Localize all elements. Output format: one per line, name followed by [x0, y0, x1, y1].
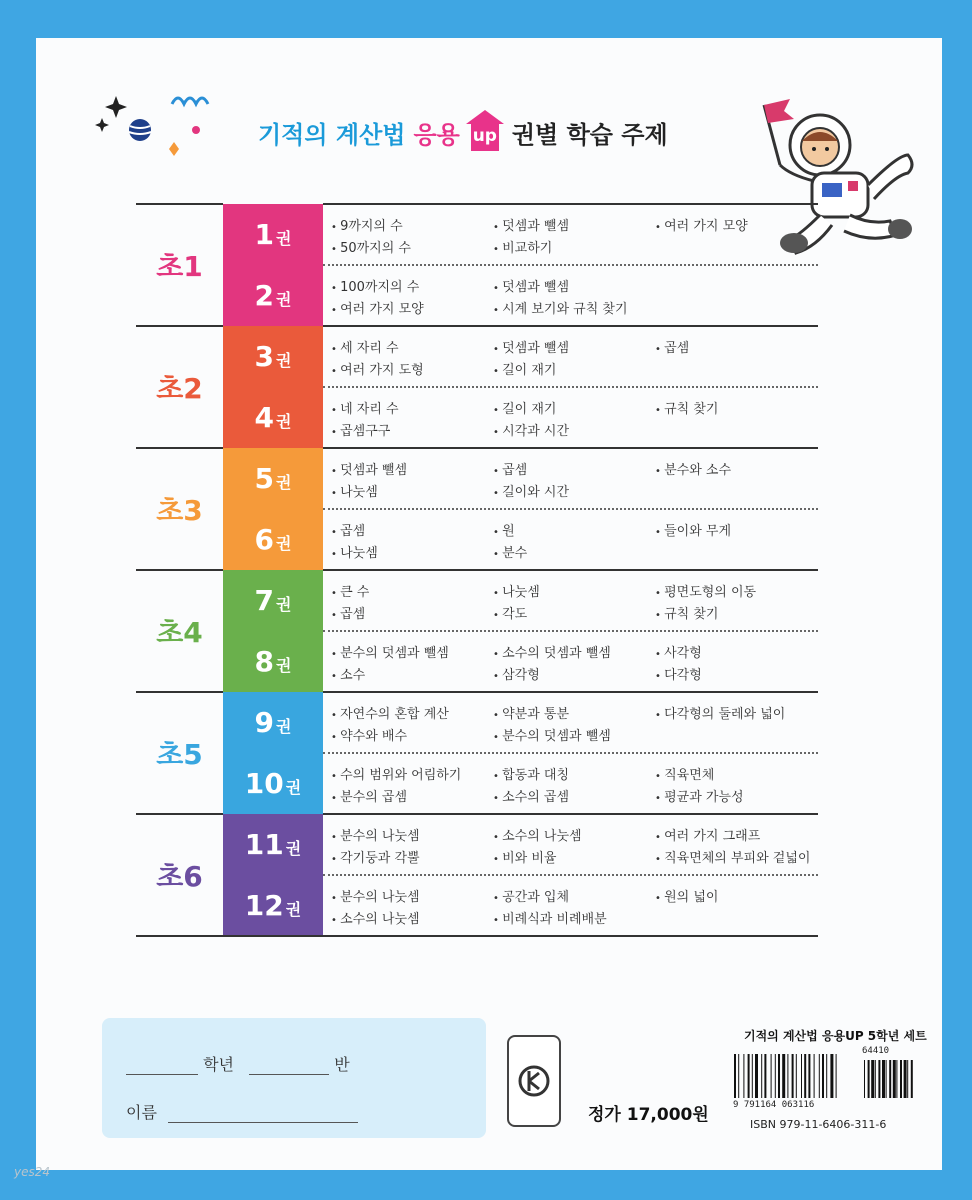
barcode-addon-bar	[893, 1060, 896, 1098]
grade-label: 학년	[203, 1055, 235, 1074]
volume-badge	[223, 326, 323, 387]
topic-cell	[323, 326, 818, 387]
grade-label: 초5	[136, 692, 223, 814]
topic-list	[323, 880, 818, 931]
barcode-bar	[830, 1054, 833, 1098]
volume-number: 8	[254, 645, 274, 678]
topic-item: • 평균과 가능성	[655, 786, 820, 805]
volume-badge	[223, 387, 323, 448]
barcode-addon-bar	[907, 1060, 908, 1098]
volume-number: 10	[244, 767, 284, 800]
topic-list	[323, 819, 818, 870]
volume-suffix: 권	[276, 290, 292, 309]
barcode-addon-bar	[911, 1060, 913, 1098]
volume-topics-table	[136, 203, 818, 937]
volume-row	[136, 875, 818, 936]
barcode-addon-bar	[886, 1060, 887, 1098]
volume-number: 11	[244, 828, 284, 861]
volume-badge	[223, 875, 323, 936]
volume-number: 1	[254, 218, 274, 251]
volume-number: 12	[244, 888, 284, 922]
class-blank[interactable]	[249, 1058, 329, 1075]
topic-item: • 소수의 나눗셈	[493, 825, 655, 844]
topic-item: • 들이와 무게	[655, 520, 820, 539]
barcode-bar	[804, 1054, 806, 1098]
volume-badge	[223, 692, 323, 753]
grade-class-line	[126, 1052, 350, 1075]
topic-list	[323, 636, 818, 687]
barcode-bar	[743, 1054, 744, 1098]
barcode-bar	[752, 1054, 753, 1098]
volume-row	[136, 814, 818, 875]
volume-suffix: 권	[276, 595, 292, 614]
grade-label: 초2	[136, 326, 223, 448]
barcode-addon-bar	[868, 1060, 870, 1098]
topic-item: • 규칙 찾기	[655, 398, 820, 417]
topic-cell	[323, 204, 818, 265]
volume-row	[136, 265, 818, 326]
volume-suffix: 권	[276, 412, 292, 431]
barcode-addon-bar	[889, 1060, 891, 1098]
volume-suffix: 권	[285, 839, 302, 858]
topic-item: • 여러 가지 모양	[331, 298, 493, 317]
topic-item: • 각도	[493, 603, 655, 622]
volume-badge	[223, 814, 323, 875]
volume-badge	[223, 753, 323, 814]
volume-number: 5	[254, 462, 274, 495]
topic-list	[323, 758, 818, 809]
topic-item: • 공간과 입체	[493, 886, 655, 905]
topic-item: • 분수와 소수	[655, 459, 820, 478]
topic-item: • 약수와 배수	[331, 725, 493, 744]
barcode-book-title: 기적의 계산법 응용UP 5학년 세트	[744, 1029, 927, 1043]
volume-badge	[223, 509, 323, 570]
volume-suffix: 권	[276, 656, 292, 675]
topic-item: • 원	[493, 520, 655, 539]
volume-row	[136, 448, 818, 509]
grade-label: 초6	[136, 814, 223, 936]
volume-suffix: 권	[276, 351, 292, 370]
barcode-bar	[764, 1054, 766, 1098]
topic-item: • 여러 가지 도형	[331, 359, 493, 378]
barcode-bar	[775, 1054, 776, 1098]
topic-cell	[323, 875, 818, 936]
volume-number: 9	[254, 706, 274, 739]
barcode-bar	[808, 1054, 810, 1098]
barcode-addon-bar	[900, 1060, 902, 1098]
barcode-addon-bar	[896, 1060, 897, 1098]
volume-number: 2	[254, 279, 274, 312]
volume-badge	[223, 265, 323, 326]
topic-item: • 덧셈과 뺄셈	[493, 337, 655, 356]
topic-item: • 약분과 통분	[493, 703, 655, 722]
volume-suffix: 권	[276, 717, 292, 736]
topic-item: • 분수의 덧셈과 뺄셈	[331, 642, 493, 661]
kc-certification-icon	[507, 1035, 561, 1127]
barcode-bar	[826, 1054, 827, 1098]
topic-item: • 평면도형의 이동	[655, 581, 820, 600]
topic-item: • 곱셈	[493, 459, 655, 478]
isbn-barcode-digits: 9 791164 063116	[733, 1100, 815, 1110]
student-info-box	[102, 1018, 486, 1138]
barcode-addon-bar	[875, 1060, 876, 1098]
topic-item: • 비교하기	[493, 237, 655, 256]
topic-item: • 삼각형	[493, 664, 655, 683]
volume-badge	[223, 631, 323, 692]
barcode-bar	[778, 1054, 780, 1098]
volume-number: 3	[254, 340, 274, 373]
barcode-bar	[822, 1054, 824, 1098]
title-part1: 기적의 계산법	[258, 120, 406, 149]
up-arrow-icon	[466, 110, 504, 124]
topic-item: • 곱셈구구	[331, 420, 493, 439]
grade-label: 초4	[136, 570, 223, 692]
topic-item: • 곱셈	[331, 520, 493, 539]
topic-item: • 50까지의 수	[331, 237, 493, 256]
barcode-addon-bar	[871, 1060, 874, 1098]
up-badge	[466, 110, 504, 154]
barcode-bar	[738, 1054, 739, 1098]
topic-item: • 네 자리 수	[331, 398, 493, 417]
topic-item: • 소수의 나눗셈	[331, 908, 493, 927]
watermark: yes24	[14, 1165, 51, 1179]
volume-row	[136, 753, 818, 814]
title-part2: 응용	[413, 120, 460, 149]
topic-list	[323, 331, 818, 382]
topic-item: • 세 자리 수	[331, 337, 493, 356]
barcode-bar	[819, 1054, 820, 1098]
topic-item: • 분수의 곱셈	[331, 786, 493, 805]
topic-cell	[323, 631, 818, 692]
topic-item: • 소수의 덧셈과 뺄셈	[493, 642, 655, 661]
topic-item: • 원의 넓이	[655, 886, 820, 905]
topic-item: • 비와 비율	[493, 847, 655, 866]
barcode-bar	[792, 1054, 794, 1098]
volume-row	[136, 326, 818, 387]
barcode-bar	[836, 1054, 837, 1098]
topic-item: • 여러 가지 모양	[655, 215, 820, 234]
barcode-bar	[787, 1054, 788, 1098]
name-blank[interactable]	[168, 1106, 358, 1123]
topic-item: • 덧셈과 뺄셈	[331, 459, 493, 478]
grade-label: 초3	[136, 448, 223, 570]
topic-cell	[323, 814, 818, 875]
barcode-bar	[782, 1054, 785, 1098]
volume-row	[136, 570, 818, 631]
topic-item: • 덧셈과 뺄셈	[493, 215, 655, 234]
barcode-bar	[761, 1054, 762, 1098]
topic-item: • 길이 재기	[493, 359, 655, 378]
space-decoration-icon	[94, 82, 214, 162]
topic-item: • 시계 보기와 규칙 찾기	[493, 298, 655, 317]
topic-cell	[323, 509, 818, 570]
volume-suffix: 권	[285, 899, 302, 919]
volume-row	[136, 387, 818, 448]
topic-item: • 직육면체	[655, 764, 820, 783]
topic-item: • 덧셈과 뺄셈	[493, 276, 655, 295]
barcode-bar	[748, 1054, 750, 1098]
topic-list	[323, 575, 818, 626]
topic-item: • 곱셈	[331, 603, 493, 622]
name-label: 이름	[126, 1103, 157, 1122]
topic-item: • 나눗셈	[493, 581, 655, 600]
barcode-bar	[771, 1054, 772, 1098]
price-label: 정가 17,000원	[588, 1105, 709, 1125]
class-label: 반	[334, 1055, 350, 1074]
topic-item: • 길이와 시간	[493, 481, 655, 500]
volume-number: 4	[254, 401, 274, 434]
topic-item: • 나눗셈	[331, 542, 493, 561]
topic-list	[323, 453, 818, 504]
barcode-addon-bar	[882, 1060, 885, 1098]
topic-cell	[323, 387, 818, 448]
volume-number: 7	[254, 584, 274, 617]
barcode-bar	[755, 1054, 758, 1098]
topic-item: • 분수	[493, 542, 655, 561]
topic-cell	[323, 570, 818, 631]
topic-list	[323, 514, 818, 565]
grade-label: 초1	[136, 204, 223, 326]
volume-suffix: 권	[276, 534, 292, 553]
topic-item: • 분수의 나눗셈	[331, 825, 493, 844]
barcode-bar	[801, 1054, 802, 1098]
topic-item: • 나눗셈	[331, 481, 493, 500]
topic-list	[323, 209, 818, 260]
topic-item: • 분수의 덧셈과 뺄셈	[493, 725, 655, 744]
topic-item: • 소수	[331, 664, 493, 683]
topic-item: • 다각형의 둘레와 넓이	[655, 703, 820, 722]
topic-item: • 9까지의 수	[331, 215, 493, 234]
topic-item: • 비례식과 비례배분	[493, 908, 655, 927]
topic-item: • 길이 재기	[493, 398, 655, 417]
topic-item: • 100까지의 수	[331, 276, 493, 295]
topic-item: • 곱셈	[655, 337, 820, 356]
name-line	[126, 1100, 358, 1123]
volume-badge	[223, 570, 323, 631]
isbn-addon-code: 64410	[862, 1046, 890, 1056]
barcode-bar	[814, 1054, 815, 1098]
volume-number: 6	[254, 523, 274, 556]
volume-row	[136, 692, 818, 753]
barcode-addon-bar	[878, 1060, 880, 1098]
topic-list	[323, 270, 818, 321]
topic-item: • 사각형	[655, 642, 820, 661]
topic-list	[323, 392, 818, 443]
grade-blank[interactable]	[126, 1058, 198, 1075]
volume-row	[136, 204, 818, 265]
volume-row	[136, 509, 818, 570]
topic-cell	[323, 448, 818, 509]
topic-item: • 다각형	[655, 664, 820, 683]
topic-item: • 자연수의 혼합 계산	[331, 703, 493, 722]
topic-item: • 여러 가지 그래프	[655, 825, 820, 844]
topic-cell	[323, 265, 818, 326]
up-badge-text: up	[471, 123, 499, 151]
volume-row	[136, 631, 818, 692]
topic-item: • 합동과 대칭	[493, 764, 655, 783]
isbn-text: ISBN 979-11-6406-311-6	[750, 1118, 887, 1131]
title-part3: 권별 학습 주제	[511, 120, 668, 149]
barcode-addon-bar	[864, 1060, 865, 1098]
topic-item: • 소수의 곱셈	[493, 786, 655, 805]
topic-item: • 큰 수	[331, 581, 493, 600]
topic-item: • 시각과 시간	[493, 420, 655, 439]
topic-item: • 분수의 나눗셈	[331, 886, 493, 905]
barcode-addon-bar	[904, 1060, 907, 1098]
topic-item: • 규칙 찾기	[655, 603, 820, 622]
topic-item: • 직육면체의 부피와 겉넓이	[655, 847, 820, 866]
volume-badge	[223, 448, 323, 509]
page-title	[258, 110, 668, 154]
barcode-bar	[734, 1054, 736, 1098]
volume-suffix: 권	[276, 473, 292, 492]
volume-suffix: 권	[276, 229, 292, 248]
volume-suffix: 권	[285, 778, 302, 797]
barcode-bar	[796, 1054, 797, 1098]
topic-item: • 각기둥과 각뿔	[331, 847, 493, 866]
volume-badge	[223, 204, 323, 265]
topic-item: • 수의 범위와 어림하기	[331, 764, 493, 783]
topic-cell	[323, 692, 818, 753]
topic-cell	[323, 753, 818, 814]
topic-list	[323, 697, 818, 748]
